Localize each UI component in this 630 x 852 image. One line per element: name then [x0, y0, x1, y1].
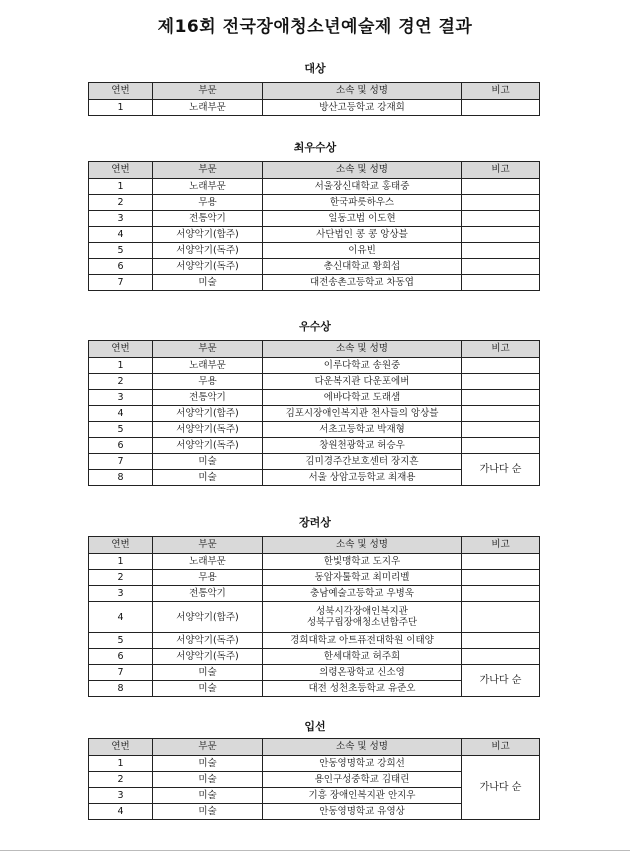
cell-note	[462, 438, 540, 454]
header-note: 비고	[462, 162, 540, 179]
cell-name: 대전 성천초등학교 유준오	[263, 681, 462, 697]
header-category: 부문	[153, 83, 263, 100]
cell-category: 노래부문	[153, 100, 263, 116]
table-row	[89, 390, 540, 406]
cell-note	[462, 406, 540, 422]
cell-name: 방산고등학교 강재희	[263, 100, 462, 116]
cell-category: 미술	[153, 788, 263, 804]
cell-note	[462, 649, 540, 665]
name-line-1: 성북시각장애인복지관	[316, 606, 408, 617]
table-header-row	[89, 341, 540, 358]
cell-name: 총신대학교 황희섭	[263, 259, 462, 275]
table-row	[89, 211, 540, 227]
cell-no: 2	[89, 772, 153, 788]
table-encouragement	[88, 536, 540, 697]
cell-name: 이루다학교 송원중	[263, 358, 462, 374]
cell-category: 미술	[153, 275, 263, 291]
cell-no: 3	[89, 390, 153, 406]
header-no: 연번	[89, 341, 153, 358]
cell-note	[462, 586, 540, 602]
cell-category: 노래부문	[153, 358, 263, 374]
cell-no: 4	[89, 227, 153, 243]
cell-category: 전통악기	[153, 390, 263, 406]
cell-note	[462, 227, 540, 243]
cell-no: 2	[89, 570, 153, 586]
cell-note	[462, 195, 540, 211]
header-note: 비고	[462, 83, 540, 100]
table-row	[89, 179, 540, 195]
cell-no: 4	[89, 406, 153, 422]
cell-no: 7	[89, 665, 153, 681]
cell-no: 1	[89, 756, 153, 772]
cell-no: 2	[89, 195, 153, 211]
table-row	[89, 586, 540, 602]
cell-category: 전통악기	[153, 586, 263, 602]
cell-no: 6	[89, 438, 153, 454]
cell-category: 서양악기(독주)	[153, 259, 263, 275]
cell-note	[462, 100, 540, 116]
table-row	[89, 649, 540, 665]
section-title-selected: 입선	[304, 720, 326, 733]
cell-note-merged: 가나다 순	[462, 665, 540, 697]
header-no: 연번	[89, 83, 153, 100]
cell-note	[462, 390, 540, 406]
cell-name: 서울장신대학교 홍태중	[263, 179, 462, 195]
cell-note	[462, 422, 540, 438]
cell-name: 대전송촌고등학교 차동엽	[263, 275, 462, 291]
cell-category: 전통악기	[153, 211, 263, 227]
table-header-row	[89, 162, 540, 179]
table-grand-prize	[88, 82, 540, 116]
header-name: 소속 및 성명	[263, 83, 462, 100]
section-title-grand-prize: 대상	[304, 62, 326, 75]
cell-no: 1	[89, 179, 153, 195]
table-row	[89, 243, 540, 259]
table-row	[89, 275, 540, 291]
table-row	[89, 406, 540, 422]
cell-category: 미술	[153, 665, 263, 681]
table-row	[89, 358, 540, 374]
header-no: 연번	[89, 739, 153, 756]
cell-name: 김미경주간보호센터 장지흔	[263, 454, 462, 470]
cell-no: 3	[89, 788, 153, 804]
cell-category: 무용	[153, 374, 263, 390]
cell-category: 서양악기(독주)	[153, 649, 263, 665]
cell-category: 노래부문	[153, 554, 263, 570]
cell-no: 2	[89, 374, 153, 390]
cell-note	[462, 275, 540, 291]
cell-note-merged: 가나다 순	[462, 756, 540, 820]
cell-no: 7	[89, 454, 153, 470]
header-name: 소속 및 성명	[263, 739, 462, 756]
cell-category: 무용	[153, 570, 263, 586]
table-row	[89, 438, 540, 454]
header-no: 연번	[89, 162, 153, 179]
cell-name: 기흥 장애인복지관 안지우	[263, 788, 462, 804]
header-note: 비고	[462, 739, 540, 756]
table-row	[89, 756, 540, 772]
cell-category: 서양악기(합주)	[153, 227, 263, 243]
cell-name: 에바다학교 도래샘	[263, 390, 462, 406]
table-row	[89, 195, 540, 211]
cell-name: 창원천광학교 허승우	[263, 438, 462, 454]
header-note: 비고	[462, 537, 540, 554]
cell-category: 서양악기(독주)	[153, 422, 263, 438]
table-header-row	[89, 739, 540, 756]
table-header-row	[89, 537, 540, 554]
cell-name: 서초고등학교 박재형	[263, 422, 462, 438]
cell-no: 6	[89, 259, 153, 275]
table-row	[89, 259, 540, 275]
table-row	[89, 374, 540, 390]
cell-note	[462, 570, 540, 586]
header-name: 소속 및 성명	[263, 341, 462, 358]
cell-name: 다운복지관 다운포에버	[263, 374, 462, 390]
cell-category: 미술	[153, 681, 263, 697]
cell-name: 경희대학교 아트퓨전대학원 이태양	[263, 633, 462, 649]
cell-name: 용인구성중학교 김태린	[263, 772, 462, 788]
table-row	[89, 100, 540, 116]
cell-category: 노래부문	[153, 179, 263, 195]
cell-note	[462, 243, 540, 259]
cell-note	[462, 358, 540, 374]
name-line-2: 성북구립장애청소년합주단	[306, 617, 418, 628]
table-row	[89, 227, 540, 243]
section-title-excellence: 우수상	[299, 320, 331, 333]
header-no: 연번	[89, 537, 153, 554]
table-row	[89, 633, 540, 649]
table-selected	[88, 738, 540, 820]
cell-no: 4	[89, 804, 153, 820]
section-title-top-excellence: 최우수상	[293, 141, 337, 154]
header-category: 부문	[153, 739, 263, 756]
table-row	[89, 454, 540, 470]
cell-no: 5	[89, 243, 153, 259]
header-name: 소속 및 성명	[263, 162, 462, 179]
cell-name: 안동영명학교 강희선	[263, 756, 462, 772]
table-row	[89, 554, 540, 570]
table-row	[89, 602, 540, 633]
cell-note	[462, 259, 540, 275]
cell-no: 3	[89, 586, 153, 602]
cell-name: 한세대학교 허주희	[263, 649, 462, 665]
cell-note-merged: 가나다 순	[462, 454, 540, 486]
cell-no: 1	[89, 358, 153, 374]
cell-name: 충남예술고등학교 우병욱	[263, 586, 462, 602]
cell-category: 서양악기(독주)	[153, 243, 263, 259]
cell-no: 5	[89, 422, 153, 438]
cell-note	[462, 554, 540, 570]
cell-name: 김포시장애인복지관 천사들의 앙상블	[263, 406, 462, 422]
cell-no: 8	[89, 470, 153, 486]
page-title: 제16회 전국장애청소년예술제 경연 결과	[157, 17, 473, 37]
header-name: 소속 및 성명	[263, 537, 462, 554]
cell-name: 사단법인 콩 콩 앙상블	[263, 227, 462, 243]
cell-note	[462, 374, 540, 390]
cell-category: 서양악기(합주)	[153, 602, 263, 633]
section-title-encouragement: 장려상	[299, 516, 331, 529]
cell-name: 안동영명학교 유영상	[263, 804, 462, 820]
cell-no: 6	[89, 649, 153, 665]
cell-note	[462, 179, 540, 195]
cell-no: 7	[89, 275, 153, 291]
table-top-excellence	[88, 161, 540, 291]
cell-no: 4	[89, 602, 153, 633]
header-category: 부문	[153, 537, 263, 554]
cell-no: 1	[89, 100, 153, 116]
cell-category: 서양악기(독주)	[153, 633, 263, 649]
cell-name: 이유빈	[263, 243, 462, 259]
cell-category: 무용	[153, 195, 263, 211]
page-bottom-divider	[0, 850, 630, 851]
cell-name-two-line	[263, 602, 462, 633]
cell-note	[462, 633, 540, 649]
cell-category: 미술	[153, 772, 263, 788]
cell-name: 한국파릇하우스	[263, 195, 462, 211]
cell-category: 미술	[153, 454, 263, 470]
cell-name: 일동고법 이도현	[263, 211, 462, 227]
cell-category: 서양악기(독주)	[153, 438, 263, 454]
header-note: 비고	[462, 341, 540, 358]
cell-note	[462, 211, 540, 227]
cell-note	[462, 602, 540, 633]
table-row	[89, 422, 540, 438]
cell-no: 8	[89, 681, 153, 697]
cell-category: 서양악기(합주)	[153, 406, 263, 422]
header-category: 부문	[153, 341, 263, 358]
cell-name: 서울 상암고등학교 최재용	[263, 470, 462, 486]
header-category: 부문	[153, 162, 263, 179]
table-excellence	[88, 340, 540, 486]
cell-name: 의령온광학교 신소영	[263, 665, 462, 681]
table-row	[89, 665, 540, 681]
cell-category: 미술	[153, 756, 263, 772]
table-row	[89, 570, 540, 586]
cell-name: 한빛맹학교 도지우	[263, 554, 462, 570]
cell-no: 1	[89, 554, 153, 570]
cell-no: 3	[89, 211, 153, 227]
cell-no: 5	[89, 633, 153, 649]
table-header-row	[89, 83, 540, 100]
cell-category: 미술	[153, 470, 263, 486]
cell-category: 미술	[153, 804, 263, 820]
cell-name: 동암자툴학교 최미리벨	[263, 570, 462, 586]
